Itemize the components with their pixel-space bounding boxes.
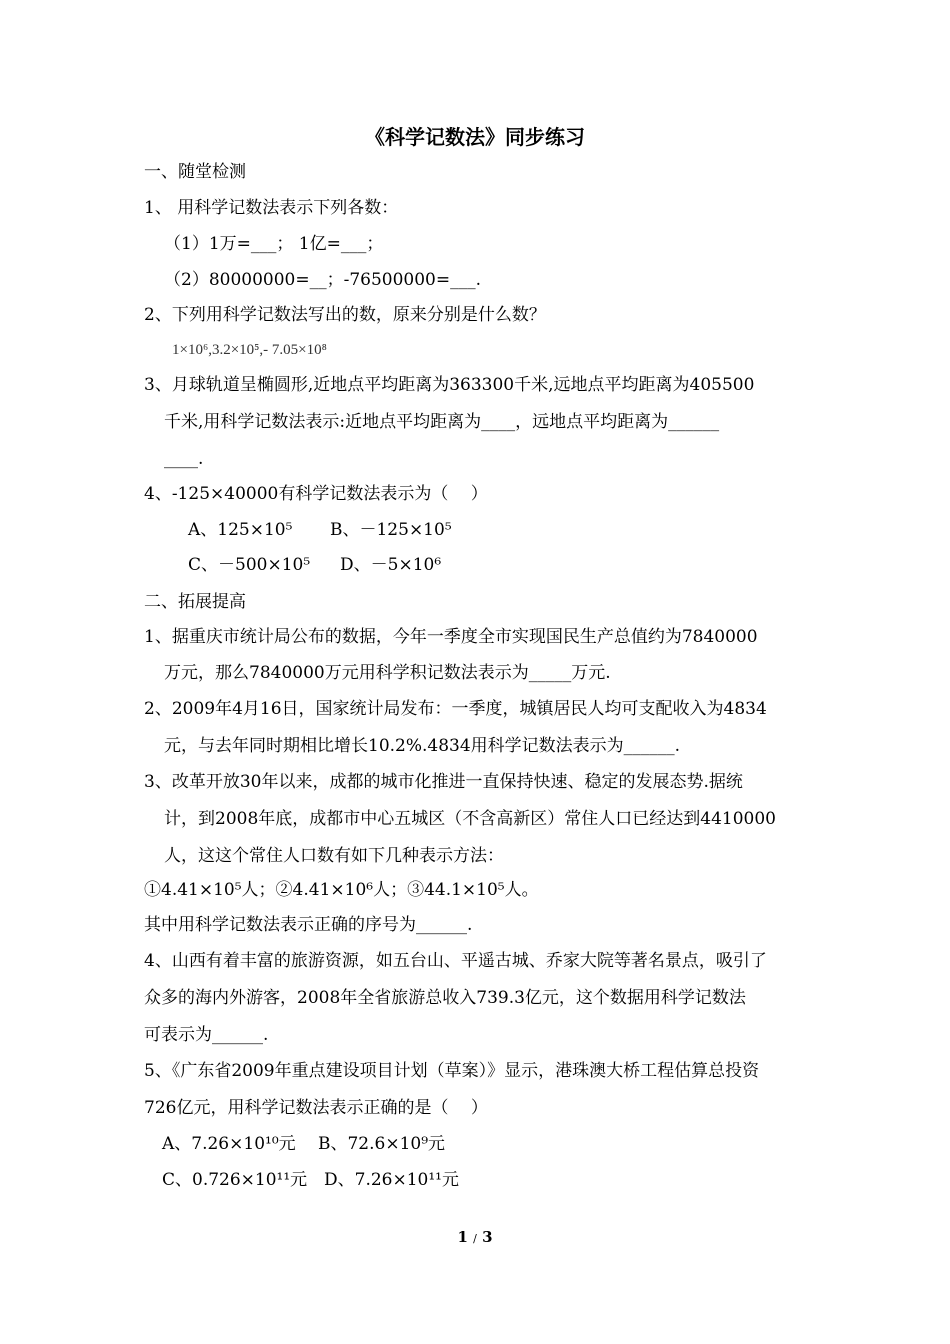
s2-q3-line3: 人，这这个常住人口数有如下几种表示方法： [164,846,504,866]
s2-q4-line1: 4、山西有着丰富的旅游资源，如五台山、平遥古城、乔家大院等著名景点，吸引了 [144,951,767,971]
s2-q3-line4: ①4.41×10⁵人；②4.41×10⁶人；③44.1×10⁵人。 [144,880,539,900]
s2-q5-option-c: C、0.726×10¹¹元 [162,1170,308,1190]
section-heading-2: 二、拓展提高 [144,592,246,612]
s1-q1-line1: （1）1万=___； 1亿=___； [164,234,384,254]
page-separator: / [473,1232,477,1245]
s1-q4-option-c: C、－500×10⁵ [188,555,311,575]
s2-q3-line5: 其中用科学记数法表示正确的序号为______. [144,915,473,935]
s1-q2-stem: 2、下列用科学记数法写出的数，原来分别是什么数？ [144,305,546,325]
s2-q2-line1: 2、2009年4月16日，国家统计局发布：一季度，城镇居民人均可支配收入为4834 [144,699,767,719]
s2-q3-line1: 3、改革开放30年以来，成都的城市化推进一直保持快速、稳定的发展态势.据统 [144,772,743,792]
s1-q4-option-a: A、125×10⁵ [188,520,293,540]
s2-q4-line2: 众多的海内外游客，2008年全省旅游总收入739.3亿元，这个数据用科学记数法 [144,988,746,1008]
s2-q1-line2: 万元，那么7840000万元用科学积记数法表示为_____万元. [164,663,611,683]
page-total: 3 [482,1228,493,1246]
s1-q3-line2: 千米,用科学记数法表示:近地点平均距离为____，远地点平均距离为______ [164,412,720,432]
s2-q5-line1: 5、《广东省2009年重点建设项目计划（草案）》显示，港珠澳大桥工程估算总投资 [144,1061,760,1081]
page-current: 1 [457,1228,468,1246]
s1-q1-stem: 1、 用科学记数法表示下列各数： [144,198,399,218]
section-heading-1: 一、随堂检测 [144,162,246,182]
s2-q5-option-d: D、7.26×10¹¹元 [324,1170,459,1190]
page-number [0,1228,950,1246]
s2-q1-line1: 1、据重庆市统计局公布的数据，今年一季度全市实现国民生产总值约为7840000 [144,627,758,647]
s2-q5-line2: 726亿元，用科学记数法表示正确的是（ ） [144,1098,488,1118]
s1-q1-line2: （2）80000000=__；-76500000=___. [164,270,482,290]
s2-q5-option-a: A、7.26×10¹⁰元 [162,1134,296,1154]
page-title: 《科学记数法》同步练习 [365,125,585,149]
s1-q3-line1: 3、月球轨道呈椭圆形,近地点平均距离为363300千米,远地点平均距离为405500 [144,375,755,395]
s1-q4-option-b: B、－125×10⁵ [330,520,452,540]
s2-q4-line3: 可表示为______. [144,1025,269,1045]
s1-q4-option-d: D、－5×10⁶ [340,555,442,575]
s2-q5-option-b: B、72.6×10⁹元 [318,1134,446,1154]
s2-q2-line2: 元，与去年同时期相比增长10.2%.4834用科学记数法表示为______. [164,736,681,756]
s2-q3-line2: 计，到2008年底，成都市中心五城区（不含高新区）常住人口已经达到4410000 [164,809,776,829]
s1-q2-expression: 1×10⁶,3.2×10⁵,- 7.05×10⁸ [172,342,327,358]
s1-q4-stem: 4、-125×40000有科学记数法表示为（ ） [144,484,488,504]
s1-q3-line3: ____. [164,449,204,469]
